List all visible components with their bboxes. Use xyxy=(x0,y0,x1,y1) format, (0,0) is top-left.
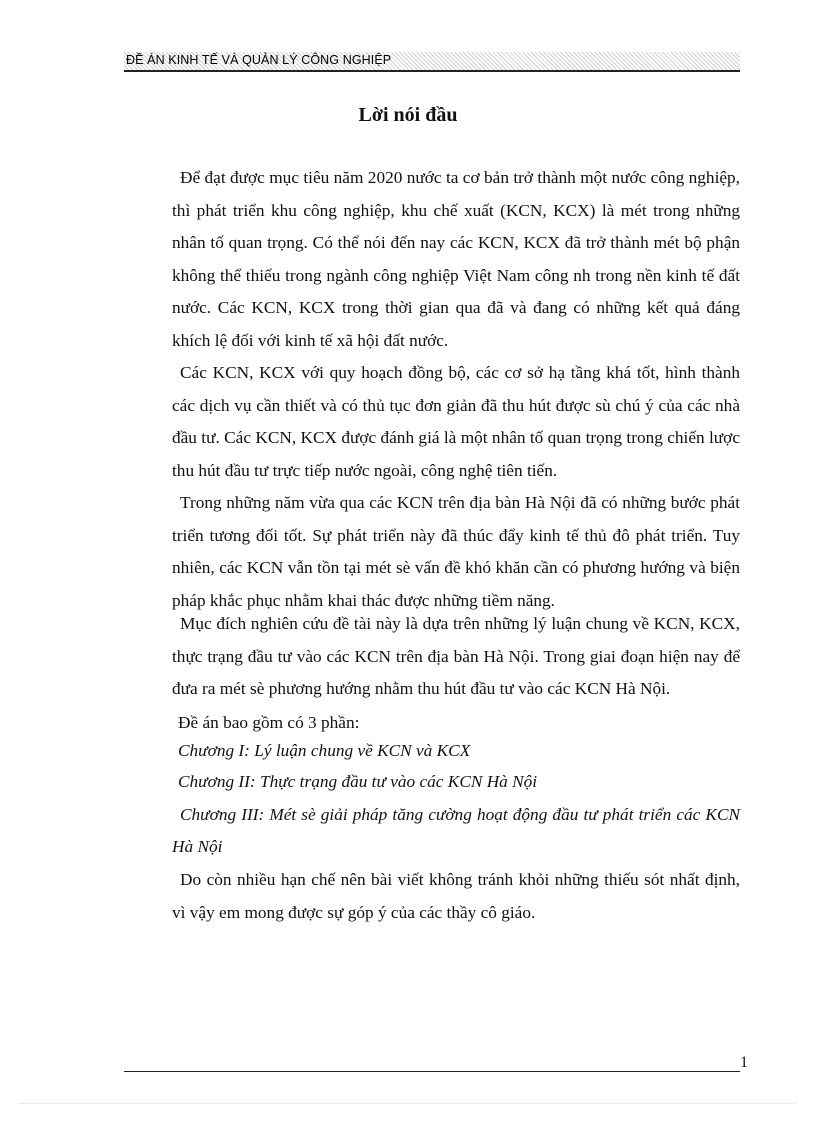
chapter-1: Chương I: Lý luận chung về KCN và KCX xyxy=(178,741,471,760)
page-number: 1 xyxy=(740,1054,748,1071)
page-edge-rule xyxy=(20,1103,796,1104)
running-header-text: ĐỀ ÁN KINH TẾ VÀ QUẢN LÝ CÔNG NGHIỆP xyxy=(126,53,392,67)
footer-rule xyxy=(124,1071,740,1072)
paragraph-4: Mục đích nghiên cứu đề tài này là dựa trên những lý luận chung về KCN, KCX, thực trạng đầu tư vào các KCN trên địa bàn Hà Nội. Trong giai đoạn hiện nay để đưa ra mét sè phương hướng nhằm thu hút đầu tư vào các KCN Hà Nội. xyxy=(172,614,740,698)
chapter-2: Chương II: Thực trạng đầu tư vào các KCN Hà Nội xyxy=(178,772,538,791)
paragraph-2: Các KCN, KCX với quy hoạch đồng bộ, các cơ sở hạ tầng khá tốt, hình thành các dịch vụ cần thiết và có thủ tục đơn giản đã thu hút được sù chú ý của các nhà đầu tư. Các KCN, KCX được đánh giá là một nhân tố quan trọng trong chiến lược thu hút đầu tư trực tiếp nước ngoài, công nghệ tiên tiến. xyxy=(172,363,740,480)
outline-intro: Đề án bao gồm có 3 phần: xyxy=(178,713,360,732)
chapter-3: Chương III: Mét sè giải pháp tăng cường hoạt động đầu tư phát triển các KCN Hà Nội xyxy=(172,805,740,856)
running-header xyxy=(124,52,740,72)
paragraph-3: Trong những năm vừa qua các KCN trên địa bàn Hà Nội đã có những bước phát triển tương đối tốt. Sự phát triển này đã thúc đẩy kinh tế thủ đô phát triển. Tuy nhiên, các KCN vẫn tồn tại mét sè vấn đề khó khăn cần có phương hướng và biện pháp khắc phục nhằm khai thác được những tiềm năng. xyxy=(172,493,740,610)
page-title: Lời nói đầu xyxy=(358,104,458,126)
closing-paragraph: Do còn nhiều hạn chế nên bài viết không tránh khỏi những thiếu sót nhất định, vì vậy em mong được sự góp ý của các thầy cô giáo. xyxy=(172,870,740,922)
paragraph-1: Để đạt được mục tiêu năm 2020 nước ta cơ bản trở thành một nước công nghiệp, thì phát triển khu công nghiệp, khu chế xuất (KCN, KCX) là mét trong những nhân tố quan trọng. Có thể nói đến nay các KCN, KCX đã trở thành mét bộ phận không thể thiếu trong ngành công nghiệp Việt Nam công nh trong nền kinh tế đất nước. Các KCN, KCX trong thời gian qua đã và đang có những kết quả đáng khích lệ đối với kinh tế xã hội đất nước. xyxy=(172,168,740,350)
